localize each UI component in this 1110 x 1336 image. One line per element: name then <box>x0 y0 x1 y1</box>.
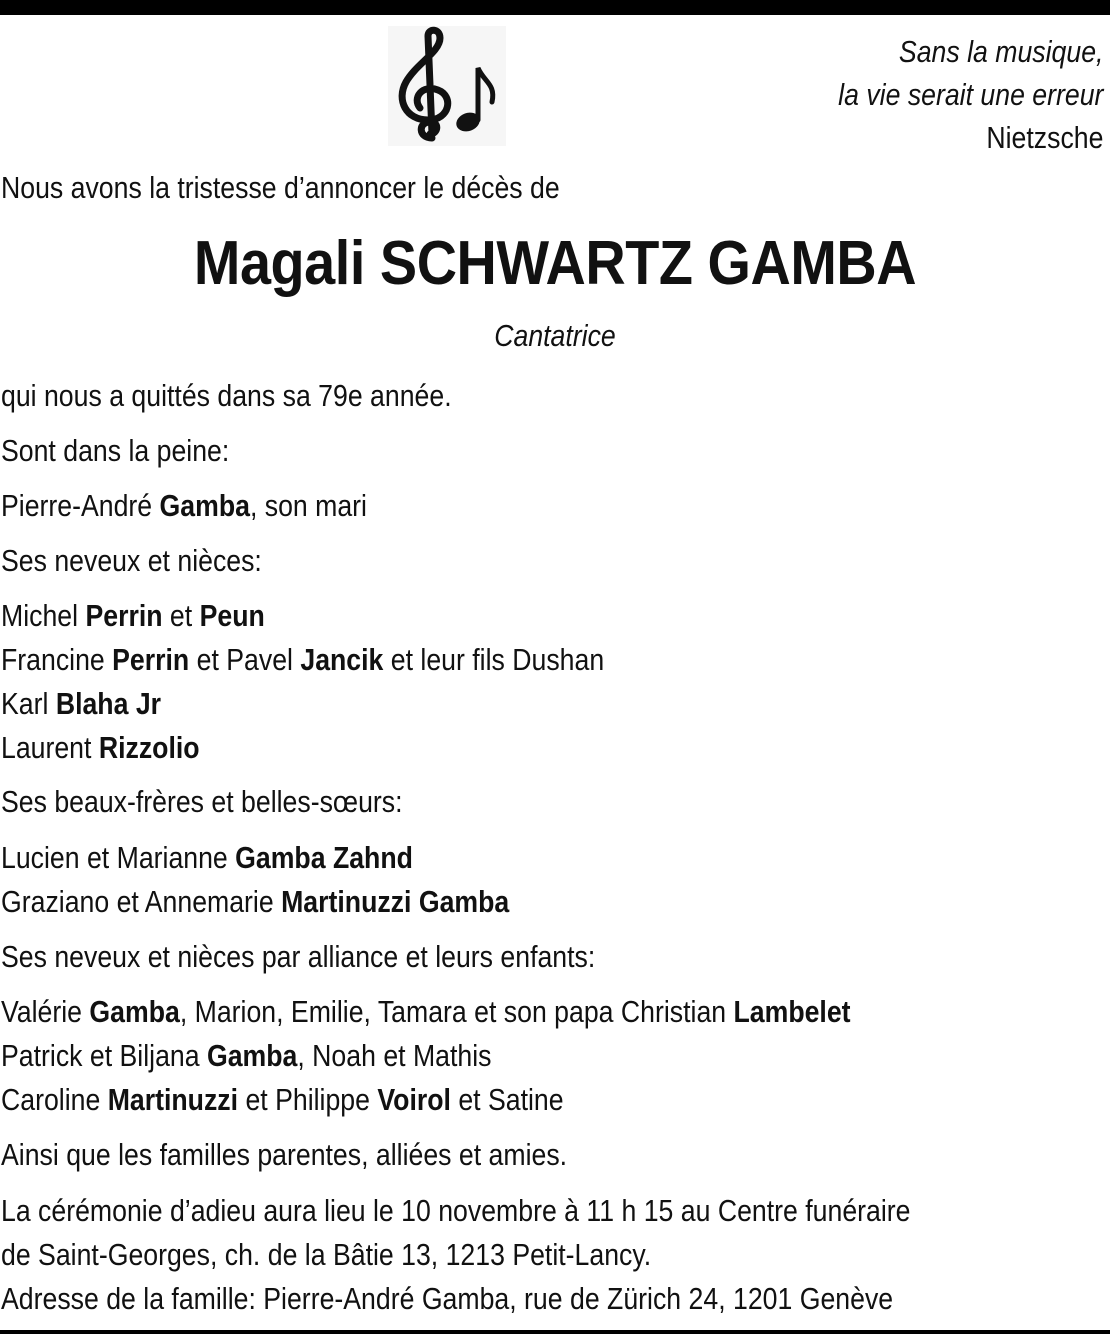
deceased-profession: Cantatrice <box>494 318 616 353</box>
quote-line: la vie serait une erreur <box>837 77 1103 112</box>
inlaws-heading: Ses beaux-frères et belles-sœurs: <box>1 784 403 819</box>
quote-line: Sans la musique, <box>898 34 1103 69</box>
mourning-heading: Sont dans la peine: <box>1 433 230 468</box>
epigraph-quote <box>838 30 1103 159</box>
quote-author: Nietzsche <box>985 120 1103 155</box>
family-member-line: Laurent Rizzolio <box>1 730 200 765</box>
family-member-line: Patrick et Biljana Gamba, Noah et Mathis <box>1 1038 492 1073</box>
music-notes-icon <box>388 26 506 146</box>
ceremony-text: de Saint-Georges, ch. de la Bâtie 13, 1213 Petit-Lancy. <box>1 1237 652 1272</box>
family-member-line: Caroline Martinuzzi et Philippe Voirol et Satine <box>1 1082 564 1117</box>
deceased-name: Magali SCHWARTZ GAMBA <box>193 229 917 298</box>
family-member-line: Francine Perrin et Pavel Jancik et leur fils Dushan <box>1 642 605 677</box>
family-member-line: Lucien et Marianne Gamba Zahnd <box>1 840 413 875</box>
family-address: Adresse de la famille: Pierre-André Gamba, rue de Zürich 24, 1201 Genève <box>1 1281 894 1316</box>
alliance-heading: Ses neveux et nièces par alliance et leurs enfants: <box>1 939 596 974</box>
age-text: qui nous a quittés dans sa 79e année. <box>1 378 452 413</box>
family-member-line: Graziano et Annemarie Martinuzzi Gamba <box>1 884 510 919</box>
ceremony-text: La cérémonie d’adieu aura lieu le 10 novembre à 11 h 15 au Centre funéraire <box>1 1193 911 1228</box>
family-member-line: Karl Blaha Jr <box>1 686 162 721</box>
intro-text: Nous avons la tristesse d’annoncer le décès de <box>1 170 560 205</box>
husband-line: Pierre-André Gamba, son mari <box>1 488 367 523</box>
family-member-line: Valérie Gamba, Marion, Emilie, Tamara et son papa Christian Lambelet <box>1 994 851 1029</box>
top-border <box>0 0 1110 15</box>
bottom-border <box>0 1330 1110 1334</box>
families-text: Ainsi que les familles parentes, alliées et amies. <box>1 1137 568 1172</box>
nephews-heading: Ses neveux et nièces: <box>1 543 262 578</box>
family-member-line: Michel Perrin et Peun <box>1 598 265 633</box>
